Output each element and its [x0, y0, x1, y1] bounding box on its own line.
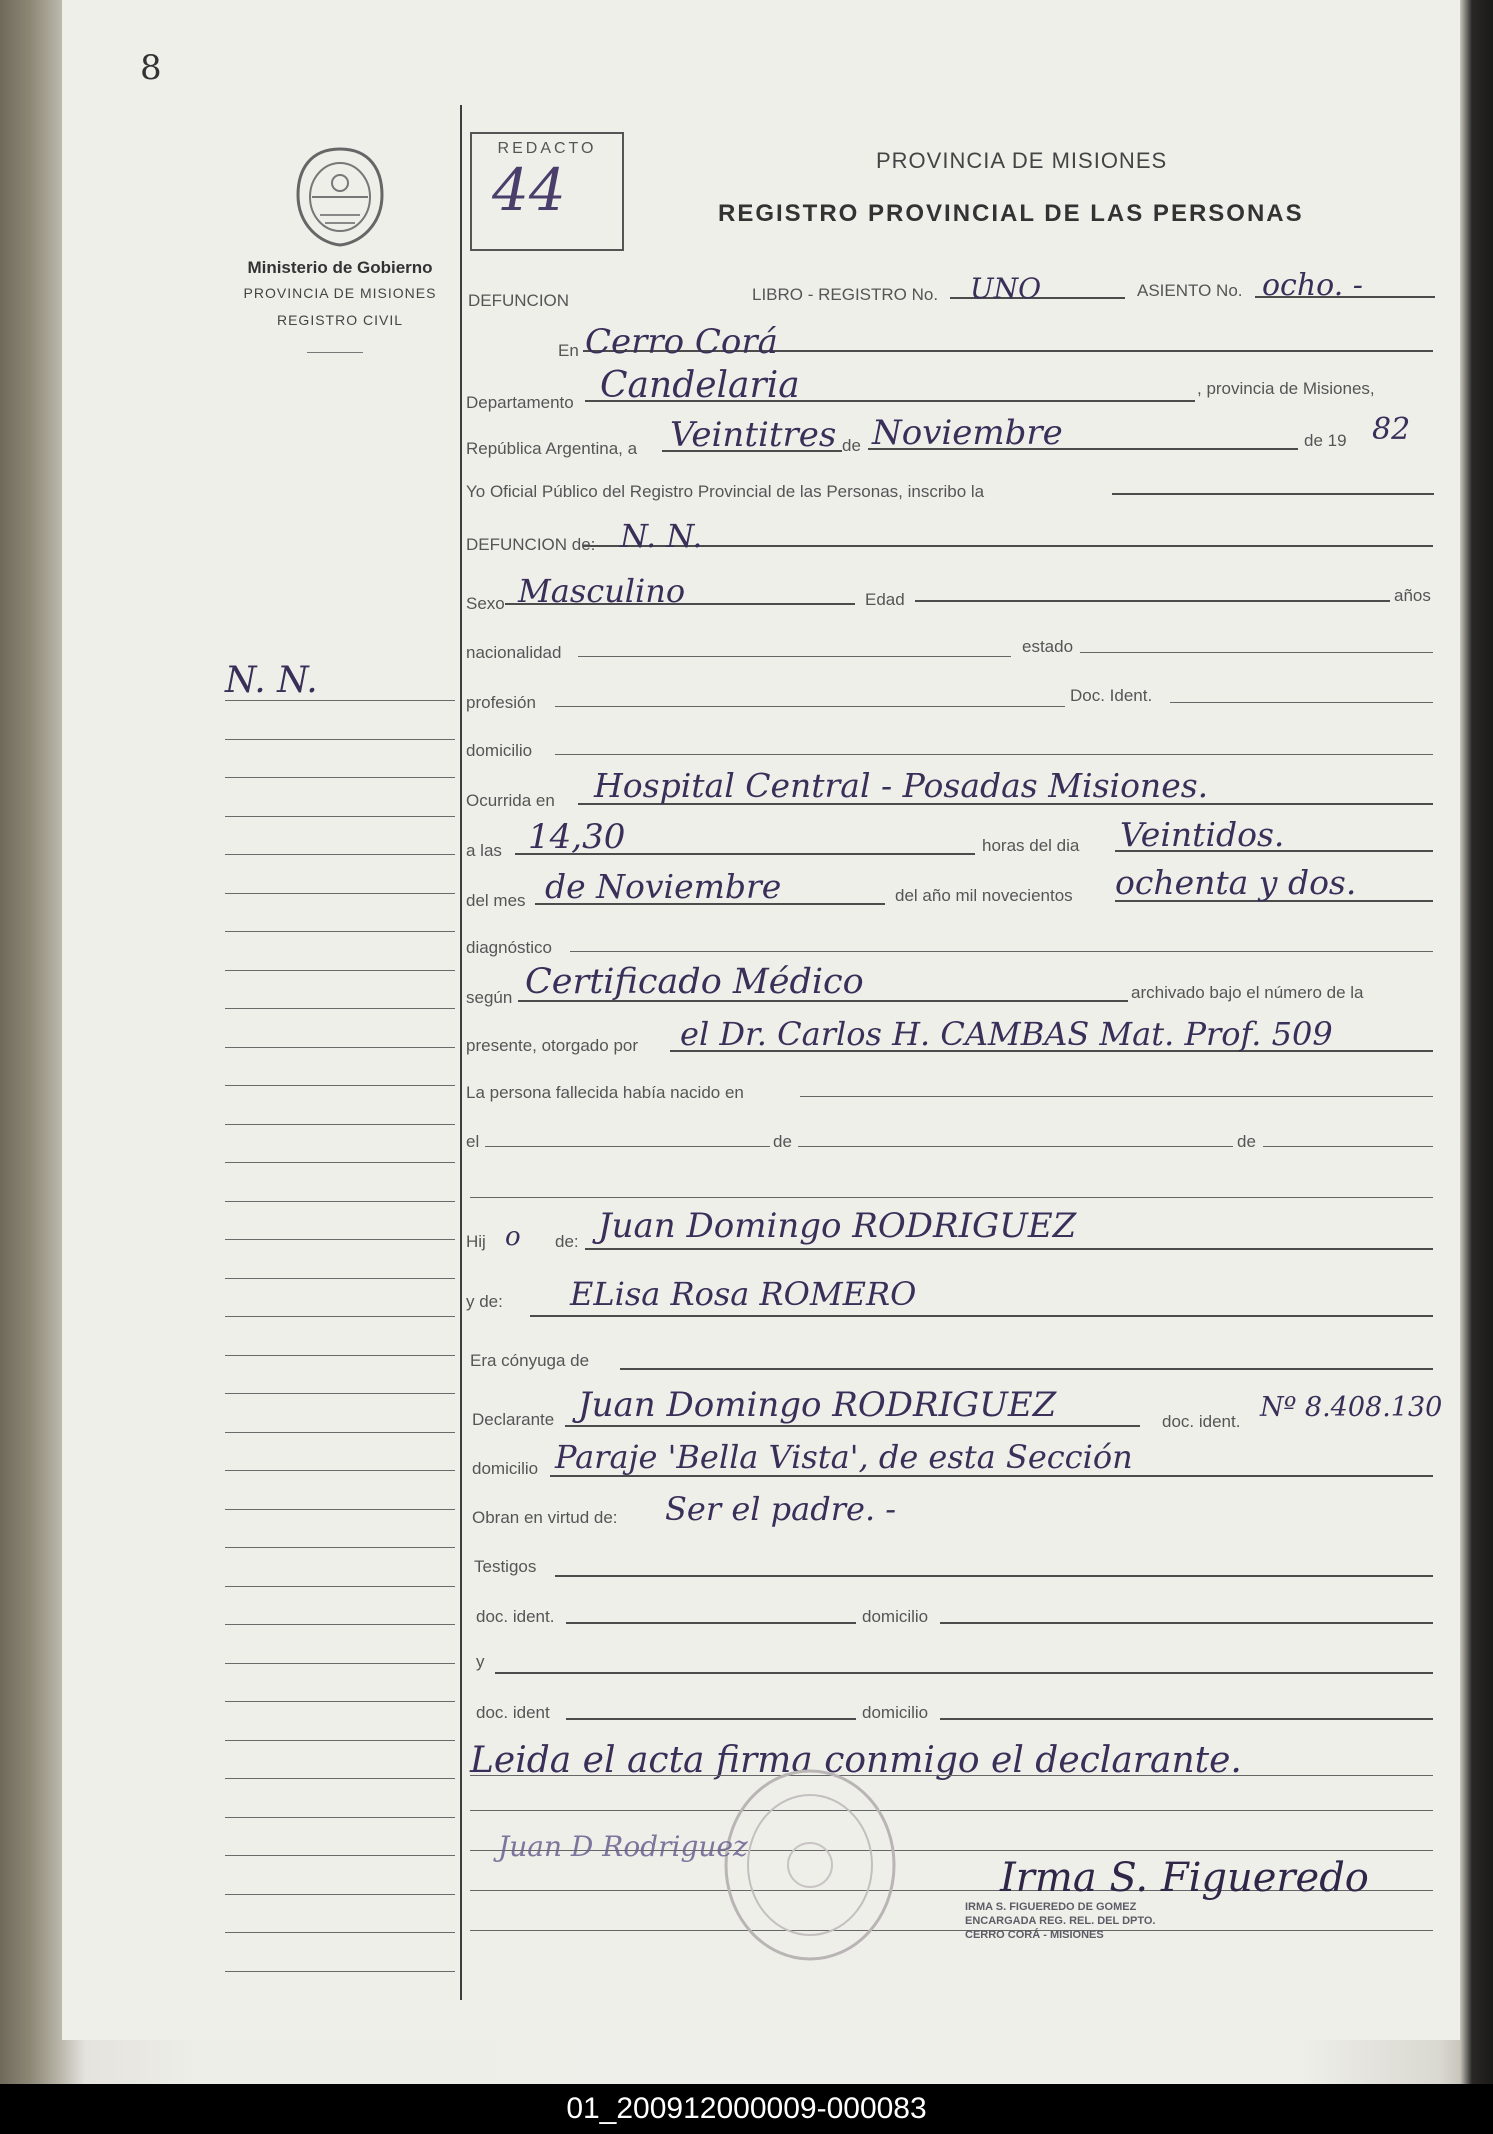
stamp-line-1: IRMA S. FIGUEREDO DE GOMEZ — [965, 1901, 1137, 1913]
en-value: Cerro Corá — [585, 322, 778, 362]
decl-doc-label: doc. ident. — [1162, 1412, 1241, 1431]
coat-of-arms-icon — [290, 145, 390, 250]
hijo-label: Hij — [466, 1232, 486, 1251]
stamp-line-2: ENCARGADA REG. REL. DEL DPTO. — [965, 1915, 1156, 1927]
nacionalidad-label: nacionalidad — [466, 643, 562, 662]
decl-dom-value: Paraje 'Bella Vista', de esta Sección — [555, 1438, 1133, 1476]
obran-value: Ser el padre. - — [665, 1490, 897, 1528]
padre-value: Juan Domingo RODRIGUEZ — [598, 1206, 1077, 1246]
margin-line — [225, 1855, 455, 1856]
firma-oficial: Irma S. Figueredo — [1000, 1855, 1369, 1901]
profesion-label: profesión — [466, 693, 536, 712]
ocurrida-value: Hospital Central - Posadas Misiones. — [594, 766, 1209, 805]
decl-dom-label: domicilio — [472, 1459, 539, 1478]
margin-line — [225, 1124, 455, 1125]
redacto-stamp — [470, 132, 624, 251]
asiento-value: ocho. - — [1262, 268, 1363, 303]
sexo-label: Sexo — [466, 594, 505, 613]
de-label: de — [842, 436, 861, 455]
margin-line — [225, 893, 455, 894]
a-las-label: a las — [466, 841, 502, 860]
margin-line — [225, 1278, 455, 1279]
margin-line — [225, 1355, 455, 1356]
ocurrida-label: Ocurrida en — [466, 791, 555, 810]
margin-line — [225, 854, 455, 855]
del-mes-label: del mes — [466, 891, 526, 910]
margin-line — [225, 1624, 455, 1625]
mes-value: Noviembre — [872, 413, 1063, 453]
domicilio2-label: domicilio — [862, 1607, 929, 1626]
margin-line — [225, 1201, 455, 1202]
conyuge-label: Era cónyuga de — [470, 1351, 590, 1370]
hora-value: 14,30 — [528, 817, 626, 857]
anio-mil-label: del año mil novecientos — [895, 886, 1073, 905]
segun-value: Certificado Médico — [525, 962, 864, 1002]
margin-line — [225, 1894, 455, 1895]
anio2-value: ochenta y dos. — [1115, 863, 1357, 902]
province-heading: PROVINCIA DE MISIONES — [876, 148, 1168, 173]
y-de-label: y de: — [466, 1292, 503, 1311]
horas-dia-label: horas del dia — [982, 836, 1080, 855]
margin-line — [225, 970, 455, 971]
doc-ident3-label: doc. ident — [476, 1703, 550, 1722]
margin-line — [225, 1239, 455, 1240]
de2-label: de — [1237, 1132, 1256, 1151]
margin-line — [225, 1778, 455, 1779]
provincia-label: , provincia de Misiones, — [1197, 379, 1375, 398]
segun-label: según — [466, 988, 513, 1007]
en-label: En — [558, 341, 579, 360]
margin-line — [225, 1586, 455, 1587]
margin-line — [225, 1701, 455, 1702]
domicilio-label: domicilio — [466, 741, 533, 760]
margin-line — [225, 1162, 455, 1163]
oficial-stamp — [965, 1900, 1155, 1942]
declarante-label: Declarante — [472, 1410, 555, 1429]
margin-line — [225, 777, 455, 778]
footer-id: 01_200912000009-000083 — [0, 2084, 1493, 2134]
estado-label: estado — [1022, 637, 1074, 656]
republica-label: República Argentina, a — [466, 439, 638, 458]
libro-value: UNO — [970, 272, 1042, 305]
firma-declarante: Juan D Rodriguez — [498, 1830, 748, 1863]
defuncion-de-value: N. N. — [620, 517, 703, 555]
departamento-label: Departamento — [466, 393, 574, 412]
presente-value: el Dr. Carlos H. CAMBAS Mat. Prof. 509 — [680, 1015, 1333, 1053]
ministry-registry: REGISTRO CIVIL — [276, 312, 404, 328]
margin-line — [225, 739, 455, 740]
stamp-value: 44 — [492, 156, 566, 224]
hijo-suffix: o — [505, 1222, 521, 1252]
anio-label: de 19 — [1304, 431, 1347, 450]
margin-rule — [460, 105, 462, 2000]
ministry-title: Ministerio de Gobierno — [247, 258, 433, 277]
official-seal-icon — [720, 1765, 900, 1965]
margin-line — [225, 1085, 455, 1086]
margin-line — [225, 1547, 455, 1548]
sexo-value: Masculino — [518, 572, 686, 610]
dia2-value: Veintidos. — [1120, 815, 1285, 854]
margin-line — [225, 1316, 455, 1317]
defuncion-de-label: DEFUNCION de: — [466, 535, 596, 554]
dia-value: Veintitres — [670, 415, 837, 455]
anio-value: 82 — [1372, 412, 1411, 447]
margin-line — [225, 1432, 455, 1433]
margin-line — [225, 1663, 455, 1664]
margin-line — [225, 1047, 455, 1048]
y-label: y — [476, 1652, 485, 1671]
anos-label: años — [1394, 586, 1431, 605]
margin-line — [225, 1971, 455, 1972]
leida-text: Leida el acta firma conmigo el declarante. — [470, 1740, 1242, 1781]
domicilio3-label: domicilio — [862, 1703, 929, 1722]
madre-value: ELisa Rosa ROMERO — [570, 1275, 917, 1313]
declarante-value: Juan Domingo RODRIGUEZ — [578, 1385, 1057, 1425]
diagnostico-label: diagnóstico — [466, 938, 553, 957]
page-number: 8 — [140, 48, 162, 88]
testigos-label: Testigos — [474, 1557, 537, 1576]
margin-line — [225, 816, 455, 817]
libro-label: LIBRO - REGISTRO No. — [752, 285, 939, 304]
registry-heading: REGISTRO PROVINCIAL DE LAS PERSONAS — [718, 200, 1304, 227]
edad-label: Edad — [865, 590, 905, 609]
margin-line — [225, 1008, 455, 1009]
departamento-value: Candelaria — [600, 365, 800, 406]
stamp-line-3: CERRO CORÁ - MISIONES — [965, 1929, 1104, 1941]
margin-line — [225, 700, 455, 701]
presente-label: presente, otorgado por — [466, 1036, 639, 1055]
doc-ident-label: Doc. Ident. — [1070, 686, 1153, 705]
ministry-divider — [307, 352, 363, 353]
margin-line — [225, 1470, 455, 1471]
stamp-label: REDACTO — [497, 140, 597, 157]
margin-line — [225, 1393, 455, 1394]
margin-line — [225, 1817, 455, 1818]
margin-line — [225, 931, 455, 932]
margin-note: N. N. — [225, 660, 318, 701]
margin-line — [225, 1740, 455, 1741]
defuncion-label: DEFUNCION — [468, 291, 570, 310]
asiento-label: ASIENTO No. — [1137, 281, 1243, 300]
doc-ident2-label: doc. ident. — [476, 1607, 555, 1626]
de1-label: de — [773, 1132, 792, 1151]
margin-line — [225, 1932, 455, 1933]
decl-doc-value: Nº 8.408.130 — [1260, 1392, 1443, 1423]
hijo-de-label: de: — [555, 1232, 579, 1251]
obran-label: Obran en virtud de: — [472, 1508, 618, 1527]
margin-line — [225, 1509, 455, 1510]
ministry-province: PROVINCIA DE MISIONES — [243, 285, 437, 301]
el-label: el — [466, 1132, 480, 1151]
archivado-label: archivado bajo el número de la — [1131, 983, 1364, 1002]
oficial-text: Yo Oficial Público del Registro Provincial de las Personas, inscribo la — [466, 482, 985, 501]
mes2-value: de Noviembre — [545, 867, 782, 906]
nacido-label: La persona fallecida había nacido en — [466, 1083, 744, 1102]
